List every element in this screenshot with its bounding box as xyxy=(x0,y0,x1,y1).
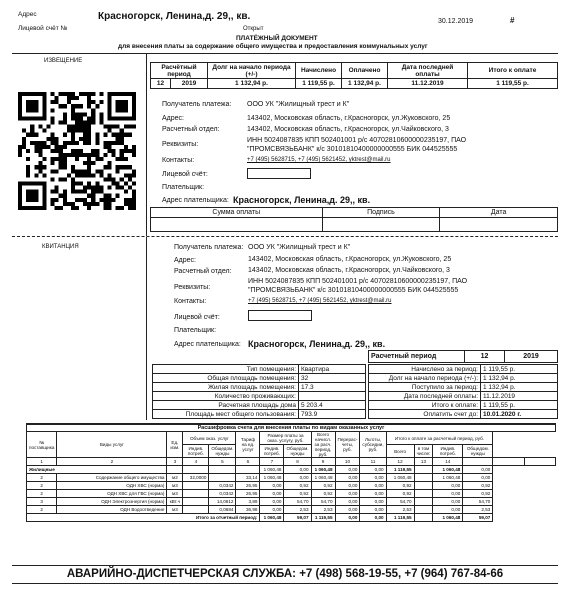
volume-ind: 32,0000 xyxy=(183,474,209,482)
table-cell: 0,00 xyxy=(360,466,386,474)
summary-value: 1 132,94 р. xyxy=(481,383,558,392)
payee-address: 143402, Московская область, г.Красногорск, ул.Жуковского, 25 xyxy=(247,115,451,122)
qr-code xyxy=(18,92,136,210)
charged-header: Начислено xyxy=(296,63,342,79)
payer-label: Плательщик: xyxy=(162,184,205,191)
tariff: 26,95 xyxy=(236,482,260,490)
table-cell xyxy=(167,466,183,474)
recalc: 0,00 xyxy=(335,490,360,498)
table-cell xyxy=(414,514,433,522)
recipient-label: Получатель платежа: xyxy=(162,101,232,108)
property-label: Общая площадь помещения: xyxy=(153,374,299,383)
property-label: Площадь мест общего пользования: xyxy=(153,410,299,419)
unit: м3 xyxy=(167,490,183,498)
contacts-link[interactable]: +7 (495) 5628715, +7 (495) 5621452, yktrest@mail.ru xyxy=(247,157,391,163)
column-number: 4 xyxy=(183,458,209,466)
table-cell: 1 060,48 xyxy=(311,466,335,474)
topay-common: 54,70 xyxy=(463,498,493,506)
property-table xyxy=(152,364,366,419)
signature-table xyxy=(150,207,558,232)
receipt-office-address: 143402, Московская область, г.Красногорск, ул.Чайковского, 3 xyxy=(248,267,450,274)
pay-common: 2,53 xyxy=(284,506,311,514)
column-number: 7 xyxy=(260,458,284,466)
col-topay: Итого к оплате за расчетный период, руб. xyxy=(386,432,493,445)
topay-common: 0,92 xyxy=(463,482,493,490)
benefit: 0,00 xyxy=(360,490,386,498)
emergency-service: АВАРИЙНО-ДИСПЕТЧЕРСКАЯ СЛУЖБА: +7 (498) 568-19-55, +7 (964) 767-84-66 xyxy=(66,568,504,580)
summary-row xyxy=(369,410,558,419)
pay-common: 0,00 xyxy=(284,474,311,482)
footer-benefit: 0,00 xyxy=(360,514,386,522)
summary-table xyxy=(368,364,558,419)
topay-ind: 1 060,48 xyxy=(433,474,463,482)
column-number: 12 xyxy=(386,458,414,466)
table-row xyxy=(27,482,556,490)
column-number xyxy=(463,458,493,466)
column-numbers-row xyxy=(27,458,556,466)
table-cell: 0,00 xyxy=(284,466,311,474)
unit: м3 xyxy=(167,482,183,490)
footer-recalc: 0,00 xyxy=(335,514,360,522)
period-month: 12 xyxy=(151,79,171,89)
service-name: ОДН Водоотведение xyxy=(57,506,167,514)
total-due-header: Итого к оплате xyxy=(468,63,558,79)
payer-address-label: Адрес плательщика: xyxy=(162,197,229,204)
office-address: 143402, Московская область, г.Красногорск, ул.Чайковского, 3 xyxy=(247,126,449,133)
account-label: Лицевой счёт: xyxy=(162,171,208,178)
col-topay-sub: в том числе: xyxy=(414,445,433,458)
topay-ind: 0,00 xyxy=(433,506,463,514)
receipt-label: КВИТАНЦИЯ xyxy=(42,244,79,250)
debt-header: Долг на начало периода (+/-) xyxy=(208,63,296,79)
table-row xyxy=(27,474,556,482)
office-label: Расчетный отдел: xyxy=(162,126,220,133)
total: 0,92 xyxy=(311,482,335,490)
header-address: Красногорск, Ленина,д. 29,, кв. xyxy=(98,11,251,22)
property-row xyxy=(153,383,366,392)
topay-all: 0,92 xyxy=(386,482,414,490)
volume-common xyxy=(209,474,236,482)
volume-common: 14,0612 xyxy=(209,498,236,506)
property-label: Расчетная площадь дома xyxy=(153,401,299,410)
recalc: 0,00 xyxy=(335,482,360,490)
summary-label: Оплатить счет до: xyxy=(369,410,481,419)
topay-ind: 0,00 xyxy=(433,490,463,498)
footer-common: 59,07 xyxy=(463,514,493,522)
receipt-payer-address-label: Адрес плательщика: xyxy=(174,341,241,348)
total: 0,92 xyxy=(311,490,335,498)
column-number: 2 xyxy=(57,458,167,466)
table-cell: 1 060,48 xyxy=(260,466,284,474)
topay-common: 0,00 xyxy=(463,474,493,482)
property-value: 32 xyxy=(299,374,366,383)
summary-value: 1 132,94 р. xyxy=(481,374,558,383)
column-number: 1 xyxy=(27,458,57,466)
sum-field xyxy=(151,218,323,232)
supplier-no: 2 xyxy=(27,490,57,498)
topay-all: 0,92 xyxy=(386,490,414,498)
last-payment-value: 11.12.2019 xyxy=(388,79,468,89)
receipt-payer-address: Красногорск, Ленина,д. 29,, кв. xyxy=(248,339,386,349)
housing-row xyxy=(27,466,556,474)
topay-all: 2,53 xyxy=(386,506,414,514)
payee-address-label: Адрес: xyxy=(162,115,184,122)
topay-ind: 0,00 xyxy=(433,482,463,490)
volume-common: 0,0342 xyxy=(209,482,236,490)
col-topay-ind: Индив. потреб. xyxy=(433,445,463,458)
service-name: ОДН ХВС для ГВС (норма) xyxy=(57,490,167,498)
col-topay-all: Всего xyxy=(386,445,414,458)
topay-common: 0,92 xyxy=(463,490,493,498)
column-number xyxy=(524,458,555,466)
summary-value: 11.12.2019 xyxy=(481,392,558,401)
summary-row xyxy=(369,401,558,410)
recalc: 0,00 xyxy=(335,474,360,482)
column-number: 9 xyxy=(311,458,335,466)
topay-common: 2,53 xyxy=(463,506,493,514)
tariff: 26,95 xyxy=(236,490,260,498)
table-cell xyxy=(414,506,433,514)
requisites-line-1: ИНН 5024087835 КПП 502401001 р/с 40702810600000235197, ПАО xyxy=(247,137,467,144)
receipt-contacts-link[interactable]: +7 (495) 5628715, +7 (495) 5621452, yktrest@mail.ru xyxy=(248,298,392,304)
column-number: 5 xyxy=(209,458,236,466)
col-total: Всего начисл. за расч. период, руб. xyxy=(311,432,335,458)
column-number: 10 xyxy=(335,458,360,466)
last-payment-header: Дата последней оплаты xyxy=(388,63,468,79)
property-label: Тип помещения: xyxy=(153,365,299,374)
property-value xyxy=(299,392,366,401)
property-value: Квартира xyxy=(299,365,366,374)
table-cell xyxy=(414,466,433,474)
column-number: 6 xyxy=(236,458,260,466)
receipt-address-label: Адрес: xyxy=(174,257,196,264)
period-header: Расчётный период xyxy=(151,63,208,79)
col-supplier: № поставщика xyxy=(27,432,57,458)
signature-label: Подпись xyxy=(322,208,440,218)
table-cell: 1 060,48 xyxy=(433,466,463,474)
date-label: Дата xyxy=(440,208,558,218)
benefit: 0,00 xyxy=(360,474,386,482)
footer-total: 1 119,55 xyxy=(311,514,335,522)
col-vol-common: Общедом. нужды xyxy=(209,445,236,458)
table-cell xyxy=(414,490,433,498)
tariff: 3,89 xyxy=(236,498,260,506)
requisites-line-2: "ПРОМСВЯЗЬБАНК" к/с 30101810400000000555 БИК 044525555 xyxy=(247,146,458,153)
sum-label: Сумма оплаты xyxy=(151,208,323,218)
volume-common: 0,0342 xyxy=(209,490,236,498)
total-due-value: 1 119,55 р. xyxy=(468,79,558,89)
col-topay-common: Общедом. нужды xyxy=(463,445,493,458)
property-row xyxy=(153,410,366,419)
col-size-common: Общедом. нужды xyxy=(284,445,311,458)
pay-ind: 0,00 xyxy=(260,490,284,498)
receipt-office-label: Расчетный отдел: xyxy=(174,268,232,275)
property-row xyxy=(153,401,366,410)
table-cell xyxy=(209,466,236,474)
document-title: ПЛАТЁЖНЫЙ ДОКУМЕНТ xyxy=(236,35,318,42)
topay-ind: 0,00 xyxy=(433,498,463,506)
column-number: 13 xyxy=(414,458,433,466)
col-size-ind: Индив. потреб. xyxy=(260,445,284,458)
table-row xyxy=(27,490,556,498)
paid-header: Оплачено xyxy=(342,63,388,79)
table-cell xyxy=(183,466,209,474)
paid-value: 1 132,94 р. xyxy=(342,79,388,89)
notice-label: ИЗВЕЩЕНИЕ xyxy=(44,58,83,64)
service-name: ОДН Электроэнергия (норма) xyxy=(57,498,167,506)
supplier-no: 2 xyxy=(27,474,57,482)
service-name: ОДН ХВС (норма) xyxy=(57,482,167,490)
property-value: 793.9 xyxy=(299,410,366,419)
col-tariff: Тариф на ед. услуг xyxy=(236,432,260,458)
property-value: 17.3 xyxy=(299,383,366,392)
receipt-payee-address: 143402, Московская область, г.Красногорск, ул.Жуковского, 25 xyxy=(248,256,452,263)
benefit: 0,00 xyxy=(360,482,386,490)
footer-label: Итого за отчетный период: xyxy=(27,514,260,522)
supplier-no: 3 xyxy=(27,498,57,506)
pay-common: 54,70 xyxy=(284,498,311,506)
benefit: 0,00 xyxy=(360,498,386,506)
property-label: Количество проживающих: xyxy=(153,392,299,401)
col-service-kind: Виды услуг xyxy=(57,432,167,458)
summary-label: Поступило за период: xyxy=(369,383,481,392)
services-title: Расшифровка счета для внесения платы по видам оказанных услуг xyxy=(27,425,556,432)
total: 1 060,48 xyxy=(311,474,335,482)
table-cell xyxy=(236,466,260,474)
table-cell xyxy=(414,498,433,506)
tariff: 36,98 xyxy=(236,506,260,514)
summary-row xyxy=(369,392,558,401)
account-field xyxy=(247,168,311,179)
pay-ind: 0,00 xyxy=(260,482,284,490)
summary-row xyxy=(369,383,558,392)
receipt-period-year: 2019 xyxy=(505,351,558,363)
topay-all: 54,70 xyxy=(386,498,414,506)
table-cell xyxy=(414,474,433,482)
signature-field xyxy=(322,218,440,232)
summary-label: Дата последней оплаты: xyxy=(369,392,481,401)
receipt-payer-label: Плательщик: xyxy=(174,327,217,334)
total: 54,70 xyxy=(311,498,335,506)
document-subtitle: для внесения платы за содержание общего имущества и предоставления коммунальных услуг xyxy=(118,43,428,50)
col-unit: Ед. изм. xyxy=(167,432,183,458)
supplier-no: 2 xyxy=(27,482,57,490)
summary-label: Долг на начало периода (+/-): xyxy=(369,374,481,383)
column-number xyxy=(493,458,524,466)
receipt-account-field xyxy=(248,310,312,321)
recalc: 0,00 xyxy=(335,498,360,506)
contacts-label: Контакты: xyxy=(162,157,195,164)
account-number-label: Лицевой счёт № xyxy=(18,25,68,32)
receipt-requisites-line-1: ИНН 5024087835 КПП 502401001 р/с 40702810600000235197, ПАО xyxy=(248,278,468,285)
period-year: 2019 xyxy=(171,79,208,89)
volume-ind xyxy=(183,498,209,506)
col-benefits: Льготы, субсидии, руб. xyxy=(360,432,386,458)
requisites-label: Реквизиты: xyxy=(162,141,199,148)
unit: кВт.ч xyxy=(167,498,183,506)
property-row xyxy=(153,392,366,401)
table-row xyxy=(27,506,556,514)
table-cell: 0,00 xyxy=(335,466,360,474)
footer-all: 1 119,55 xyxy=(386,514,414,522)
pay-ind: 1 060,48 xyxy=(260,474,284,482)
receipt-recipient: ООО УК "Жилищный трест и К" xyxy=(248,244,351,251)
receipt-period-label: Расчетный период xyxy=(369,351,465,363)
footer-pay-common: 59,07 xyxy=(284,514,311,522)
pay-common: 0,92 xyxy=(284,490,311,498)
volume-ind xyxy=(183,506,209,514)
receipt-period-table xyxy=(368,350,558,363)
property-row xyxy=(153,365,366,374)
period-table xyxy=(150,62,558,89)
summary-value: 1 119,55 р. xyxy=(481,365,558,374)
pay-ind: 0,00 xyxy=(260,498,284,506)
table-cell: 1 119,55 xyxy=(386,466,414,474)
unit: м3 xyxy=(167,506,183,514)
property-row xyxy=(153,374,366,383)
property-label: Жилая площадь помещения: xyxy=(153,383,299,392)
debt-value: 1 132,94 р. xyxy=(208,79,296,89)
receipt-requisites-line-2: "ПРОМСВЯЗЬБАНК" к/с 30101810400000000555 БИК 044525555 xyxy=(248,287,459,294)
table-row xyxy=(27,498,556,506)
summary-row xyxy=(369,374,558,383)
header-hash: # xyxy=(510,16,515,25)
summary-label: Итого к оплате: xyxy=(369,401,481,410)
volume-ind xyxy=(183,482,209,490)
service-name: Содержание общего имущества xyxy=(57,474,167,482)
supplier-no: 2 xyxy=(27,506,57,514)
receipt-recipient-label: Получатель платежа: xyxy=(174,244,244,251)
column-number: 14 xyxy=(433,458,463,466)
recipient: ООО УК "Жилищный трест и К" xyxy=(247,101,350,108)
receipt-contacts-label: Контакты: xyxy=(174,298,207,305)
footer-ind: 1 060,48 xyxy=(433,514,463,522)
topay-all: 1 060,48 xyxy=(386,474,414,482)
col-volume: Объем оказ. услуг xyxy=(183,432,236,445)
charged-value: 1 119,55 р. xyxy=(296,79,342,89)
col-vol-ind: Индив. потреб. xyxy=(183,445,209,458)
volume-ind xyxy=(183,490,209,498)
footer-pay-ind: 1 060,48 xyxy=(260,514,284,522)
column-number: 3 xyxy=(167,458,183,466)
pay-common: 0,92 xyxy=(284,482,311,490)
table-cell xyxy=(414,482,433,490)
open-label: Открыт xyxy=(243,26,264,32)
receipt-requisites-label: Реквизиты: xyxy=(174,284,211,291)
column-number: 8 xyxy=(284,458,311,466)
unit: м2 xyxy=(167,474,183,482)
services-table xyxy=(26,424,556,522)
summary-value: 1 119,55 р. xyxy=(481,401,558,410)
table-cell: 0,00 xyxy=(463,466,493,474)
pay-ind: 0,00 xyxy=(260,506,284,514)
benefit: 0,00 xyxy=(360,506,386,514)
receipt-account-label: Лицевой счёт: xyxy=(174,314,220,321)
tariff: 33,14 xyxy=(236,474,260,482)
payer-address: Красногорск, Ленина,д. 29,, кв. xyxy=(233,195,371,205)
summary-row xyxy=(369,365,558,374)
address-label: Адрес xyxy=(18,11,37,18)
property-value: 5 203.4 xyxy=(299,401,366,410)
column-number: 11 xyxy=(360,458,386,466)
recalc: 0,00 xyxy=(335,506,360,514)
housing-label: Жилищные xyxy=(27,466,167,474)
col-recalc: Перерас- четы, руб. xyxy=(335,432,360,458)
header-date: 30.12.2019 xyxy=(438,18,474,25)
footer-row xyxy=(27,514,556,522)
summary-label: Начислено за период: xyxy=(369,365,481,374)
total: 2,53 xyxy=(311,506,335,514)
date-field xyxy=(440,218,558,232)
volume-common: 0,0684 xyxy=(209,506,236,514)
receipt-period-month: 12 xyxy=(465,351,505,363)
summary-value: 10.01.2020 г. xyxy=(481,410,558,419)
col-size: Размер платы за оказ. услугу, руб. xyxy=(260,432,311,445)
